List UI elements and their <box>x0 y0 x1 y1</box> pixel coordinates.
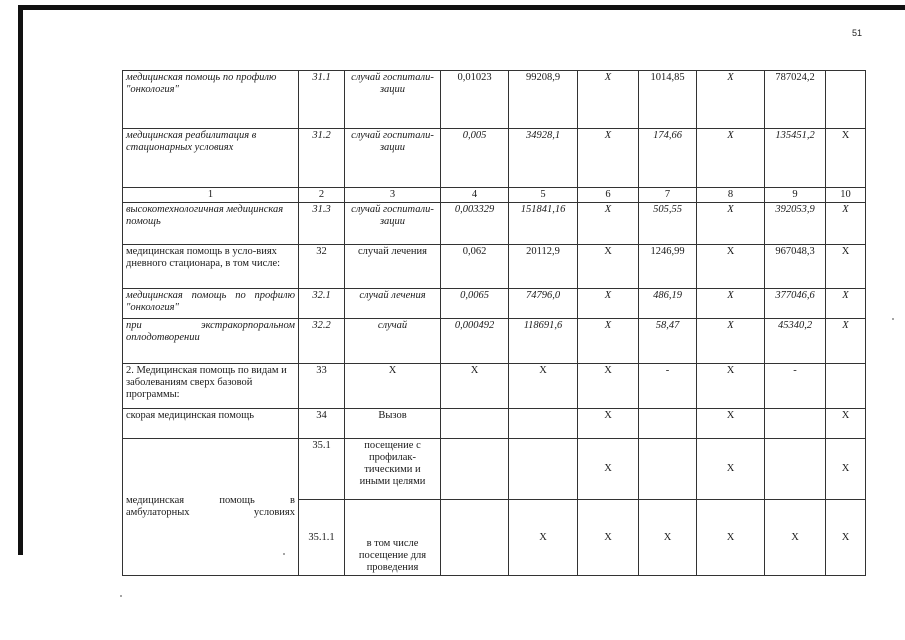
cell-value: 1246,99 <box>639 245 697 289</box>
column-number: 3 <box>345 188 441 203</box>
cell-value <box>441 409 509 439</box>
cell-value <box>765 409 826 439</box>
cell-value: X <box>826 245 866 289</box>
row-name: при экстракорпоральном оплодотворении <box>123 319 299 364</box>
row-name: медицинская помощь в амбулаторных условиях <box>123 439 299 576</box>
row-code: 33 <box>299 364 345 409</box>
cell-value: X <box>826 203 866 245</box>
table-row <box>123 439 866 500</box>
row-name: скорая медицинская помощь <box>123 409 299 439</box>
cell-value: 0,0065 <box>441 289 509 319</box>
row-name: медицинская помощь по профилю "онкология" <box>123 289 299 319</box>
row-code: 31.1 <box>299 71 345 129</box>
column-number: 4 <box>441 188 509 203</box>
cell-value: 0,000492 <box>441 319 509 364</box>
scan-frame-left <box>18 5 23 555</box>
row-code: 32.2 <box>299 319 345 364</box>
cell-value: X <box>826 439 866 500</box>
cell-value: X <box>826 129 866 188</box>
cell-value: X <box>509 500 578 576</box>
table-row <box>123 364 866 409</box>
cell-value: X <box>639 500 697 576</box>
cell-value: 0,01023 <box>441 71 509 129</box>
cell-value: X <box>697 364 765 409</box>
page-number: 51 <box>852 28 863 38</box>
scan-frame-top <box>18 5 905 10</box>
cell-value <box>826 364 866 409</box>
table-row <box>123 409 866 439</box>
cell-value: X <box>578 409 639 439</box>
table-row <box>123 289 866 319</box>
cell-value <box>509 409 578 439</box>
cell-value: X <box>697 245 765 289</box>
cell-value: 0,003329 <box>441 203 509 245</box>
cell-value <box>509 439 578 500</box>
cell-value <box>639 439 697 500</box>
column-number: 2 <box>299 188 345 203</box>
column-numbers-row <box>123 188 866 203</box>
row-name: высокотехнологичная медицинская помощь <box>123 203 299 245</box>
cell-value: 174,66 <box>639 129 697 188</box>
row-name: медицинская помощь по профилю "онкология" <box>123 71 299 129</box>
tariff-table <box>122 70 866 576</box>
cell-value <box>639 409 697 439</box>
cell-value: X <box>697 319 765 364</box>
cell-value: 135451,2 <box>765 129 826 188</box>
scan-speck <box>120 595 122 597</box>
table-row <box>123 71 866 129</box>
cell-value: 787024,2 <box>765 71 826 129</box>
cell-value: X <box>578 319 639 364</box>
cell-value: X <box>826 409 866 439</box>
cell-value: - <box>765 364 826 409</box>
row-name: медицинская реабилитация в стационарных условиях <box>123 129 299 188</box>
column-number: 8 <box>697 188 765 203</box>
row-name: медицинская помощь в усло-виях дневного стационара, в том числе: <box>123 245 299 289</box>
cell-value: X <box>697 409 765 439</box>
cell-value <box>826 71 866 129</box>
cell-value: X <box>509 364 578 409</box>
table-row <box>123 245 866 289</box>
cell-value: X <box>826 289 866 319</box>
cell-value: 34928,1 <box>509 129 578 188</box>
scan-speck <box>892 318 894 320</box>
cell-value: X <box>578 203 639 245</box>
row-unit: в том числе посещение для проведения <box>345 500 441 576</box>
cell-value: X <box>697 203 765 245</box>
cell-value: 20112,9 <box>509 245 578 289</box>
cell-value: 151841,16 <box>509 203 578 245</box>
cell-value: 377046,6 <box>765 289 826 319</box>
column-number: 5 <box>509 188 578 203</box>
cell-value: X <box>578 364 639 409</box>
cell-value: X <box>765 500 826 576</box>
cell-value: X <box>697 439 765 500</box>
row-unit: случай лечения <box>345 289 441 319</box>
cell-value <box>765 439 826 500</box>
row-unit: случай госпитали-зации <box>345 129 441 188</box>
cell-value: 967048,3 <box>765 245 826 289</box>
row-code: 32 <box>299 245 345 289</box>
scan-speck <box>283 553 285 555</box>
cell-value: X <box>578 289 639 319</box>
row-code: 32.1 <box>299 289 345 319</box>
cell-value: 0,062 <box>441 245 509 289</box>
row-code: 34 <box>299 409 345 439</box>
table-row <box>123 319 866 364</box>
cell-value: 1014,85 <box>639 71 697 129</box>
column-number: 7 <box>639 188 697 203</box>
cell-value: X <box>826 500 866 576</box>
cell-value <box>441 439 509 500</box>
row-code: 31.2 <box>299 129 345 188</box>
cell-value: 0,005 <box>441 129 509 188</box>
row-code: 31.3 <box>299 203 345 245</box>
row-unit: X <box>345 364 441 409</box>
table-row <box>123 203 866 245</box>
cell-value: 392053,9 <box>765 203 826 245</box>
row-code: 35.1.1 <box>299 500 345 576</box>
cell-value: X <box>697 129 765 188</box>
row-code: 35.1 <box>299 439 345 500</box>
row-unit: случай лечения <box>345 245 441 289</box>
cell-value: 74796,0 <box>509 289 578 319</box>
cell-value: X <box>578 129 639 188</box>
row-name: 2. Медицинская помощь по видам и заболеваниям сверх базовой программы: <box>123 364 299 409</box>
column-number: 9 <box>765 188 826 203</box>
cell-value <box>441 500 509 576</box>
cell-value: - <box>639 364 697 409</box>
cell-value: X <box>697 289 765 319</box>
cell-value: X <box>826 319 866 364</box>
table-row <box>123 129 866 188</box>
cell-value: 58,47 <box>639 319 697 364</box>
column-number: 10 <box>826 188 866 203</box>
cell-value: X <box>697 71 765 129</box>
cell-value: X <box>578 439 639 500</box>
column-number: 1 <box>123 188 299 203</box>
cell-value: 45340,2 <box>765 319 826 364</box>
cell-value: 486,19 <box>639 289 697 319</box>
cell-value: X <box>441 364 509 409</box>
column-number: 6 <box>578 188 639 203</box>
cell-value: X <box>578 71 639 129</box>
row-unit: случай госпитали-зации <box>345 71 441 129</box>
row-unit: посещение с профилак-тическими и иными целями <box>345 439 441 500</box>
row-unit: случай госпитали-зации <box>345 203 441 245</box>
cell-value: X <box>697 500 765 576</box>
cell-value: X <box>578 500 639 576</box>
row-unit: случай <box>345 319 441 364</box>
cell-value: 99208,9 <box>509 71 578 129</box>
cell-value: 505,55 <box>639 203 697 245</box>
row-unit: Вызов <box>345 409 441 439</box>
cell-value: X <box>578 245 639 289</box>
cell-value: 118691,6 <box>509 319 578 364</box>
